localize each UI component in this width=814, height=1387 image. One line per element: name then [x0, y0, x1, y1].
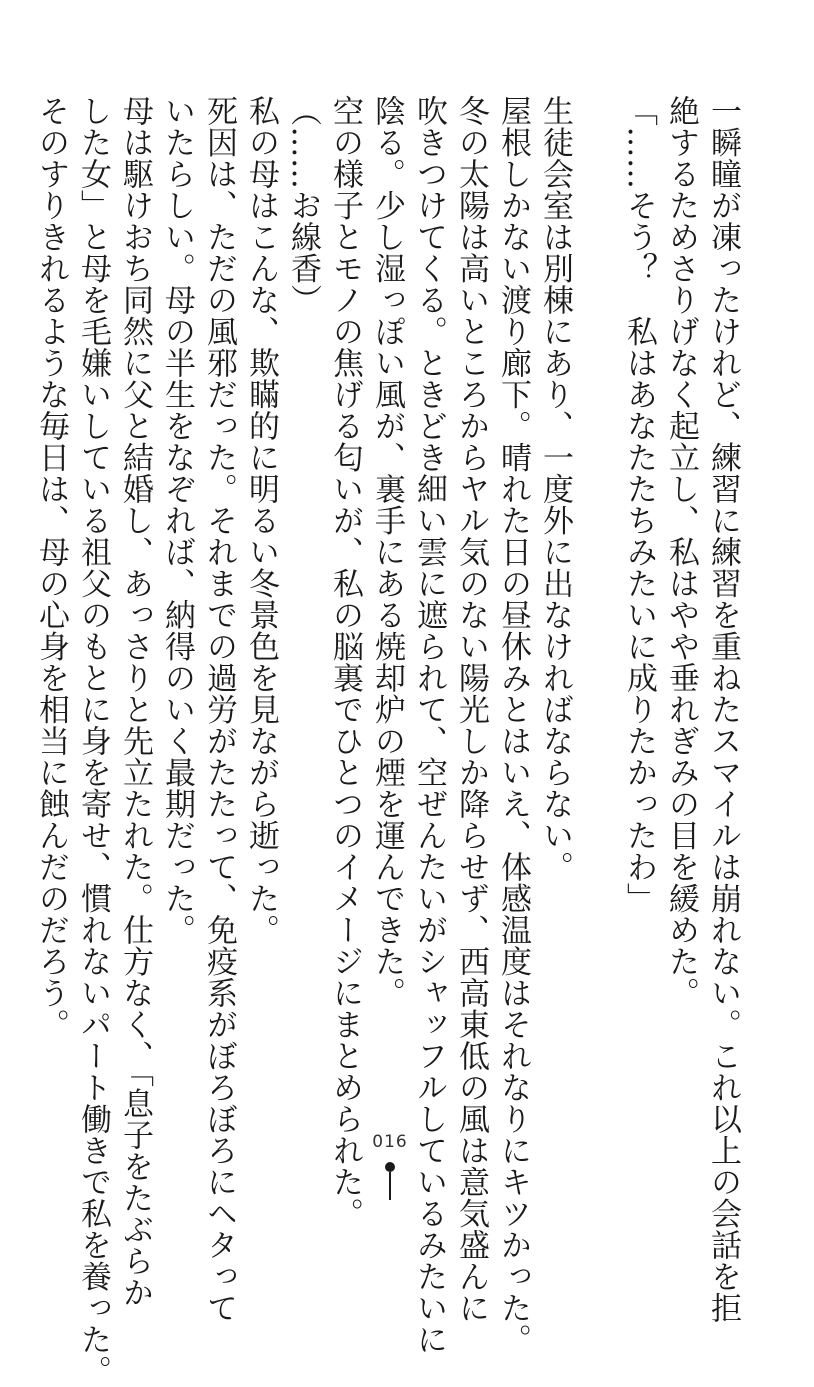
text-line: 死因は、ただの風邪だった。それまでの過労がたたって、免疫系がぼろぼろにヘタって: [201, 95, 237, 1324]
text-line: 陰る。少し湿っぽい風が、裏手にある焼却炉の煙を運んできた。: [369, 95, 405, 1009]
text-line: 生徒会室は別棟にあり、一度外に出なければならない。: [537, 95, 573, 883]
text-line: した女」と母を毛嫌いしている祖父のもとに身を寄せ、慣れないパート働きで私を養った。: [75, 95, 111, 1387]
text-line: 吹きつけてくる。ときどき細い雲に遮られて、空ぜんたいがシャッフルしているみたいに: [411, 95, 447, 1355]
text-line: 母は駆けおち同然に父と結婚し、あっさりと先立たれた。仕方なく、「息子をたぶらか: [117, 95, 153, 1308]
text-line: 冬の太陽は高いところからヤル気のない陽光しか降らせず、西高東低の風は意気盛んに: [453, 95, 489, 1324]
text-line: 一瞬瞳が凍ったけれど、練習に練習を重ねたスマイルは崩れない。これ以上の会話を拒: [705, 95, 741, 1324]
text-line: 私の母はこんな、欺瞞的に明るい冬景色を見ながら逝った。: [243, 95, 279, 946]
text-line: いたらしい。母の半生をなぞれば、納得のいく最期だった。: [159, 95, 195, 946]
text-line: （……お線香）: [285, 95, 321, 316]
text-line: そのすりきれるような毎日は、母の心身を相当に蝕んだのだろう。: [33, 95, 69, 1040]
page-marker-rule: [389, 1172, 391, 1200]
text-line: 「……そう？ 私はあなたたちみたいに成りたかったわ」: [621, 95, 657, 914]
text-line: 空の様子とモノの焦げる匂いが、私の脳裏でひとつのイメージにまとめられた。: [327, 95, 363, 1229]
text-line: 絶するためさりげなく起立し、私はやや垂れぎみの目を緩めた。: [663, 95, 699, 1009]
page-number: 016: [372, 1132, 408, 1152]
page-marker-dot: [385, 1162, 395, 1172]
blank-line: [576, 95, 618, 1115]
text-line: 屋根しかない渡り廊下。晴れた日の昼休みとはいえ、体感温度はそれなりにキツかった。: [495, 95, 531, 1355]
